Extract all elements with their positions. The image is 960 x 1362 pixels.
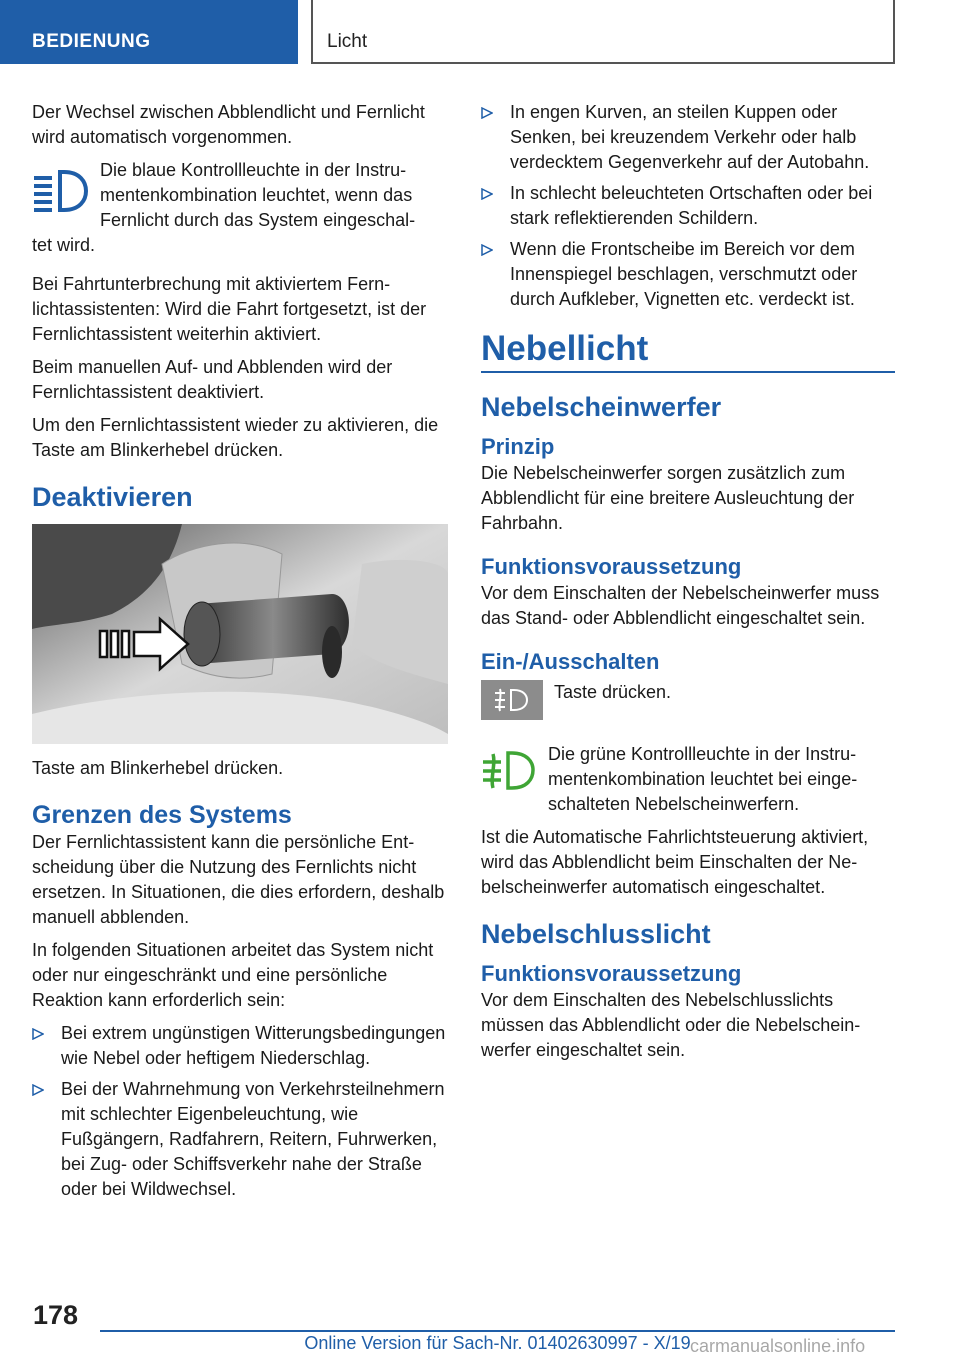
- high-beam-indicator-icon: [32, 166, 90, 216]
- section-tab: BEDIENUNG: [0, 0, 298, 64]
- paragraph: Bei Fahrtunterbrechung mit aktiviertem Fernlichtassistenten: Wird die Fahrt fortgesetzt, ist der Fernlichtassistent weiterhin aktiviert.: [32, 274, 427, 344]
- triangle-bullet-icon: [32, 1028, 44, 1040]
- turn-signal-lever-photo: [32, 524, 448, 744]
- right-column: [481, 100, 895, 1071]
- figure-caption: Taste am Blinkerhebel drücken.: [32, 758, 284, 778]
- triangle-bullet-icon: [32, 1084, 44, 1096]
- paragraph: Ist die Automatische Fahrlichtsteuerung aktiviert, wird das Abblendlicht beim Einschalten der Nebelscheinwerfer automatisch eingeschaltet.: [481, 827, 869, 897]
- fog-light-indicator-icon: [481, 748, 537, 794]
- list-item: [32, 1077, 448, 1202]
- heading-nebelschlusslicht: Nebelschlusslicht: [481, 919, 711, 949]
- heading-grenzen: Grenzen des Systems: [32, 801, 292, 829]
- list-item: [481, 100, 895, 175]
- fog-light-button-block: [481, 680, 895, 742]
- page-number: 178: [33, 1300, 79, 1330]
- paragraph: Die Nebelscheinwerfer sorgen zusätzlich zum Abblendlicht für eine breitere Ausleuchtung der Fahrbahn.: [481, 463, 855, 533]
- text-line: Fernlicht durch das System eingeschal-: [100, 210, 416, 230]
- high-beam-indicator-block: [32, 158, 448, 258]
- paragraph: Vor dem Einschalten des Nebelschlusslichts müssen das Abblendlicht oder die Nebelscheinwerfer eingeschaltet sein.: [481, 990, 861, 1060]
- triangle-bullet-icon: [481, 107, 493, 119]
- text-line: Die blaue Kontrollleuchte in der Instru-: [100, 160, 407, 180]
- paragraph: In folgenden Situationen arbeitet das System nicht oder nur eingeschränkt und eine persönliche Reaktion kann erforderlich sein:: [32, 940, 434, 1010]
- heading-ein-ausschalten: Ein-/Ausschalten: [481, 649, 660, 674]
- paragraph: Der Wechsel zwischen Abblendlicht und Fernlicht wird automatisch vorgenommen.: [32, 102, 425, 147]
- heading-funktionsvoraussetzung: Funktionsvoraussetzung: [481, 554, 742, 579]
- text-line: mentenkombination leuchtet, wenn das: [100, 185, 413, 205]
- watermark: carmanualsonline.info: [690, 1336, 866, 1356]
- button-instruction: Taste drücken.: [554, 682, 672, 702]
- footer-rule: [100, 1330, 895, 1332]
- paragraph: Beim manuellen Auf- und Abblenden wird der Fernlichtassistent deaktiviert.: [32, 357, 393, 402]
- list-item: [481, 237, 895, 312]
- list-item: [481, 181, 895, 231]
- paragraph: Vor dem Einschalten der Nebelscheinwerfer muss das Stand- oder Abblendlicht eingeschaltet sein.: [481, 583, 880, 628]
- heading-nebelscheinwerfer: Nebelscheinwerfer: [481, 392, 722, 422]
- heading-funktionsvoraussetzung: Funktionsvoraussetzung: [481, 961, 742, 986]
- list-item-text: In engen Kurven, an steilen Kuppen oder Senken, bei kreuzendem Verkehr oder halb verdecktem Gegenverkehr auf der Autobahn.: [510, 102, 870, 172]
- list-item-text: Wenn die Frontscheibe im Bereich vor dem Innenspiegel beschlagen, verschmutzt oder durch Aufkleber, Vignetten etc. verdeckt ist.: [510, 239, 858, 309]
- paragraph: Um den Fernlichtassistent wieder zu aktivieren, die Taste am Blinkerhebel drücken.: [32, 415, 439, 460]
- list-item-text: Bei extrem ungünstigen Witterungsbedingungen wie Nebel oder heftigem Niederschlag.: [61, 1023, 446, 1068]
- fog-light-button-icon: [481, 680, 543, 720]
- list-item: [32, 1021, 448, 1071]
- paragraph: Der Fernlichtassistent kann die persönliche Entscheidung über die Nutzung des Fernlichts nicht ersetzen. In Situationen, die dies erfordern, deshalb manuell abblenden.: [32, 832, 445, 927]
- heading-prinzip: Prinzip: [481, 434, 555, 459]
- chapter-title: Licht: [311, 0, 895, 64]
- left-column: [32, 100, 448, 1208]
- footer-online-version: Online Version für Sach-Nr. 01402630997 - X/19: [304, 1333, 691, 1353]
- list-item-text: In schlecht beleuchteten Ortschaften oder bei stark reflektierenden Schildern.: [510, 183, 873, 228]
- fog-indicator-block: [481, 742, 895, 817]
- chapter-heading-nebellicht: Nebellicht: [481, 336, 895, 373]
- triangle-bullet-icon: [481, 244, 493, 256]
- list-item-text: Bei der Wahrnehmung von Verkehrsteilnehmern mit schlechter Eigenbeleuchtung, wie Fußgängern, Radfahrern, Reitern, Fuhrwerken, bei Zug- oder Schiffsverkehr nahe der Straße oder bei Wildwechsel.: [61, 1079, 445, 1199]
- text-line: tet wird.: [32, 235, 96, 255]
- paragraph: Die grüne Kontrollleuchte in der Instrumentenkombination leuchtet bei eingeschalteten Nebelscheinwerfern.: [548, 744, 858, 814]
- heading-deaktivieren: Deaktivieren: [32, 482, 193, 512]
- triangle-bullet-icon: [481, 188, 493, 200]
